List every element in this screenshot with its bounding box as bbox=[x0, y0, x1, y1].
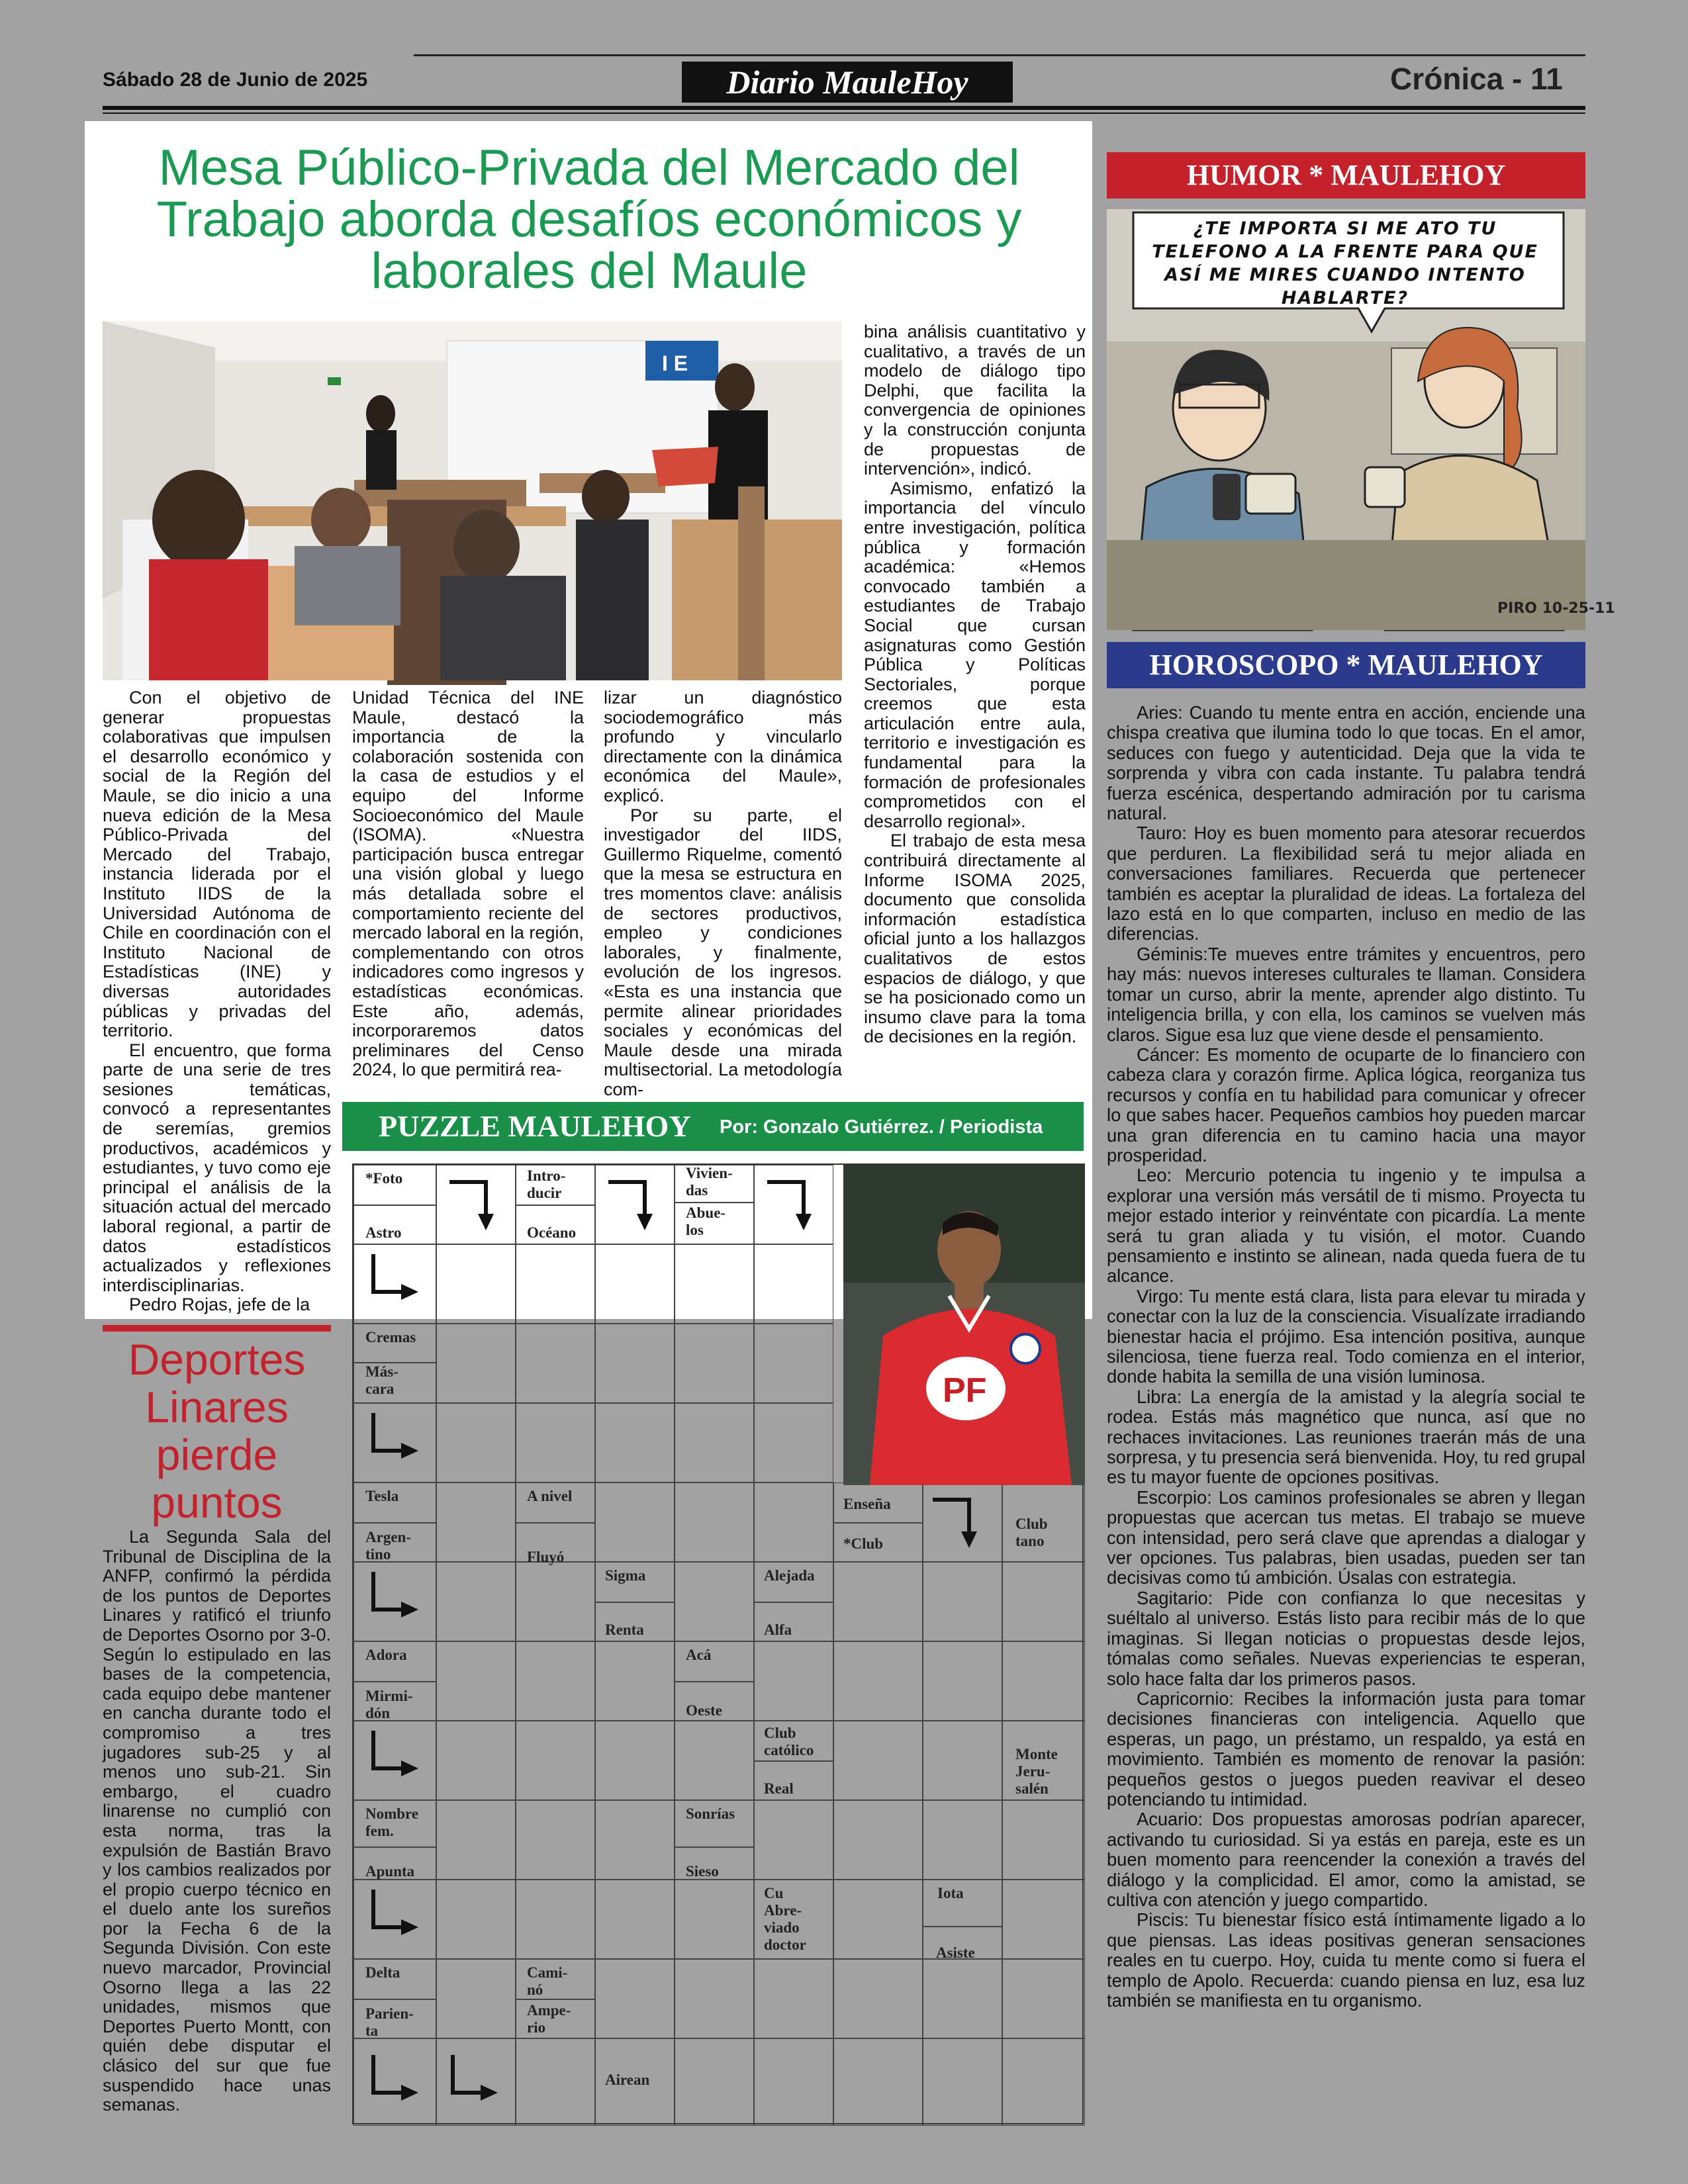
horoscopo-header: HOROSCOPO * MAULEHOY bbox=[1107, 642, 1585, 688]
horoscope-acuario: Acuario: Dos propuestas amorosas podrían aparecer, activando tu curiosidad. Si ya estás en pareja, este es un buen momento para reencender la conexión a través del diálogo y la complicidad. El amor, como la amistad, se cultiva con atención y juego compartido. bbox=[1107, 1809, 1585, 1910]
grid-cell[interactable] bbox=[923, 1721, 1002, 1800]
grid-cell[interactable] bbox=[754, 1800, 833, 1880]
masthead-logo: Diario MauleHoy bbox=[682, 62, 1013, 103]
clue-cremas: Cremas bbox=[365, 1329, 416, 1345]
deportes-body bbox=[103, 1527, 331, 2115]
clue-oceano: Océano bbox=[527, 1224, 577, 1241]
grid-cell[interactable] bbox=[675, 1403, 754, 1482]
grid-cell[interactable] bbox=[595, 1721, 675, 1800]
arrow-right-icon bbox=[360, 1727, 420, 1787]
clue-sonrias: Sonrías bbox=[686, 1805, 735, 1822]
headline-line: Trabajo aborda desafíos económicos y bbox=[156, 191, 1022, 248]
clue-real: Real bbox=[764, 1780, 794, 1797]
horoscope-cancer: Cáncer: Es momento de ocuparte de lo financiero con cabeza clara y corazón firme. Aplica lógica, reorganiza tus recursos y confía en tu habilidad para comunicar y ofrecer lo que sabes hacer. Pequeños cambios hoy pueden marcar una gran diferencia en tu camino hacia una mayor prosperidad. bbox=[1107, 1044, 1585, 1165]
grid-cell[interactable] bbox=[516, 1403, 595, 1482]
horoscope-aries: Aries: Cuando tu mente entra en acción, enciende una chispa creativa que ilumina todo lo que tocas. En el amor, seduces con fuego y autenticidad. Deja que la vida te sorprenda y vibra con cada instante. Tu palabra tendrá fuerza escénica, despertando admiración por tu carisma natural. bbox=[1107, 702, 1585, 824]
grid-cell[interactable] bbox=[833, 1880, 923, 1959]
horoscope-libra: Libra: La energía de la amistad y la alegría social te rodea. Estás más magnético que nunca, así que no rechaces invitaciones. Las reuniones traerán más de una sorpresa, y tu presencia será bienvenida. Hoy, tu red grupal es tu mayor fuente de opciones positivas. bbox=[1107, 1386, 1585, 1488]
article-paragraph: La Segunda Sala del Tribunal de Disciplina de la ANFP, confirmó la pérdida de los puntos de Deportes Linares y ratificó el triunfo de Deportes Osorno por 3-0. Según lo estipulado en las bases de la competencia, cada equipo debe mantener en cancha durante todo el compromiso a tres jugadores sub-25 y al menos uno sub-21. Sin embargo, el cuadro linarense no cumplió con esta norma, tras la expulsión de Bastián Bravo y los cambios realizados por el propio cuerpo técnico en el duelo ante los sureños por la Fecha 6 de la Segunda División. Con este nuevo marcador, Provincial Osorno llega a las 22 unidades, mismos que Deportes Puerto Montt, con quién debe disputar el clásico del sur que fue suspendido hace unas semanas. bbox=[103, 1527, 331, 2115]
cartoon-signature: PIRO 10-25-11 bbox=[1497, 600, 1615, 617]
article-column-1 bbox=[103, 688, 331, 1315]
grid-cell[interactable] bbox=[436, 1482, 516, 1562]
horoscope-escorpio: Escorpio: Los caminos profesionales se abren y llegan propuestas que acercan tus metas. El trabajo se mueve con intensidad, pero será clave que aprendas a dialogar y ver opciones. Tus palabras, bien usadas, pueden ser tan decisivas como tú ambición. Úsalas con estrategia. bbox=[1107, 1486, 1585, 1588]
horoscopo-body bbox=[1107, 703, 1585, 2011]
grid-cell[interactable] bbox=[516, 1641, 595, 1721]
arrow-right-icon bbox=[360, 1251, 420, 1310]
headline-line: pierde bbox=[156, 1430, 278, 1479]
article-paragraph: Por su parte, el investigador del IIDS, Guillermo Riquelme, comentó que la mesa se estructura en tres momentos clave: análisis de sectores productivos, empleo y condiciones laborales, y finalmente, evolución de los ingresos. «Esta es una instancia que permite alinear prioridades sociales y económicas del Maule desde una mirada multisectorial. La metodología com- bbox=[604, 805, 842, 1099]
clue-divider bbox=[675, 1202, 754, 1203]
clue-parienta: Parien- ta bbox=[365, 2005, 414, 2039]
clue-delta: Delta bbox=[365, 1964, 400, 1981]
photo-screen-logo: I E bbox=[662, 351, 688, 375]
clue-divider bbox=[516, 1999, 595, 2000]
clue-iota: Iota bbox=[937, 1885, 964, 1901]
clue-monte_jerusalen: Monte Jeru- salén bbox=[1015, 1746, 1058, 1797]
article-paragraph: Con el objetivo de generar propuestas colaborativas que impulsen el desarrollo económico y social de la Región del Maule, se dio inicio a una nueva edición de la Mesa Público-Privada del Mercado del Trabajo, instancia liderada por el Instituto IIDS de la Universidad Autónoma de Chile en coordinación con el Instituto Nacional de Estadísticas (INE) y diversas autoridades públicas y privadas del territorio. bbox=[103, 688, 331, 1041]
grid-cell[interactable] bbox=[436, 1641, 516, 1721]
grid-cell[interactable] bbox=[516, 2038, 595, 2126]
grid-cell[interactable] bbox=[1002, 1800, 1085, 1880]
clue-divider bbox=[353, 1205, 436, 1206]
grid-cell[interactable] bbox=[595, 1482, 675, 1562]
clue-divider bbox=[353, 1846, 436, 1848]
grid-cell[interactable] bbox=[1002, 1880, 1085, 1959]
clue-oeste: Oeste bbox=[686, 1702, 722, 1719]
grid-cell[interactable] bbox=[1002, 2038, 1085, 2126]
grid-cell[interactable] bbox=[516, 1562, 595, 1641]
headline-line: Mesa Público-Privada del Mercado del bbox=[158, 140, 1020, 196]
grid-cell[interactable] bbox=[595, 1324, 675, 1403]
grid-cell[interactable] bbox=[675, 1482, 754, 1562]
clue-mascara: Más- cara bbox=[365, 1363, 399, 1397]
clue-club_tano: Club tano bbox=[1015, 1516, 1048, 1549]
grid-cell[interactable] bbox=[675, 1880, 754, 1959]
clue-club_star: *Club bbox=[843, 1535, 884, 1552]
grid-cell[interactable] bbox=[516, 1800, 595, 1880]
grid-cell[interactable] bbox=[833, 1959, 923, 2038]
grid-cell[interactable] bbox=[833, 1641, 923, 1721]
clue-foto: *Foto bbox=[365, 1170, 403, 1187]
clue-mirmidon: Mirmi- dón bbox=[365, 1688, 413, 1721]
clue-apunta: Apunta bbox=[365, 1863, 415, 1880]
arrow-down-icon bbox=[446, 1174, 506, 1234]
grid-cell[interactable] bbox=[923, 1641, 1002, 1721]
article-paragraph: El trabajo de esta mesa contribuirá directamente al Informe ISOMA 2025, documento que consolida información estadística oficial junto a los hallazgos cualitativos de estos espacios de diálogo, y que se ha posicionado como un insumo clave para la toma de decisiones en la región. bbox=[864, 831, 1086, 1047]
grid-cell[interactable] bbox=[436, 1800, 516, 1880]
grid-cell[interactable] bbox=[675, 1721, 754, 1800]
article-column-4 bbox=[864, 322, 1086, 1047]
issue-date: Sábado 28 de Junio de 2025 bbox=[103, 69, 368, 91]
clue-tesla: Tesla bbox=[365, 1488, 399, 1504]
article-column-2 bbox=[352, 688, 584, 1080]
article-headline bbox=[106, 142, 1072, 297]
horoscope-piscis: Piscis: Tu bienestar físico está íntimamente ligado a lo que piensas. Las ideas positivas generan sensaciones reales en tu cuerpo. Hoy, cuida tu mente como si fuera el templo de Apolo. Recuerda: cuando piensa en luz, esa luz también se manifiesta en tu organismo. bbox=[1107, 1909, 1585, 2011]
clue-amperio: Ampe- rio bbox=[527, 2002, 571, 2036]
deportes-rule bbox=[103, 1325, 331, 1332]
clue-camino: Cami- nó bbox=[527, 1964, 568, 1998]
grid-cell[interactable] bbox=[923, 2038, 1002, 2126]
header-rule bbox=[103, 113, 1585, 114]
clue-divider bbox=[595, 1602, 675, 1603]
clue-divider bbox=[353, 1681, 436, 1682]
horoscope-capricornio: Capricornio: Recibes la información justa para tomar decisiones financieras con inteligencia. Aquello que esperas, un pago, un préstamo, un respaldo, ya está en movimiento. También es momento de renovar la pasión: pequeños gestos o juegos pueden reavivar el deseo potenciando tu intimidad. bbox=[1107, 1688, 1585, 1809]
grid-cell[interactable] bbox=[754, 1324, 833, 1403]
headline-line: puntos bbox=[151, 1478, 283, 1527]
clue-abuelos: Abue- los bbox=[686, 1205, 726, 1238]
grid-cell[interactable] bbox=[436, 1721, 516, 1800]
section-page-label: Crónica - 11 bbox=[1390, 62, 1563, 96]
arrow-right-icon bbox=[440, 2052, 499, 2111]
arrow-down-icon bbox=[929, 1492, 989, 1551]
grid-cell[interactable] bbox=[923, 1800, 1002, 1880]
horoscope-tauro: Tauro: Hoy es buen momento para atesorar recuerdos que perduren. La flexibilidad será tu mejor aliada en conversaciones familiares. Recuerda que pertenecer también es aceptar la pluralidad de ideas. La fortaleza del lazo está en lo que comparten, incluso en medio de las diferencias. bbox=[1107, 823, 1585, 944]
article-paragraph: Asimismo, enfatizó la importancia del vínculo entre investigación, política pública y formación académica: «Hemos convocado también a estudiantes de Trabajo Social que cursan asignaturas como Gestión Pública y Políticas Sectoriales, porque creemos que esta articulación entre aula, territorio e investigación es fundamental para la formación de profesionales comprometidos con el desarrollo regional». bbox=[864, 478, 1086, 831]
header-rule bbox=[103, 106, 1585, 110]
puzzle-header bbox=[342, 1102, 1084, 1151]
grid-cell[interactable] bbox=[833, 2038, 923, 2126]
grid-cell[interactable] bbox=[436, 1403, 516, 1482]
grid-cell[interactable] bbox=[595, 1641, 675, 1721]
clue-divider bbox=[516, 1205, 595, 1206]
clue-ensena: Enseña bbox=[843, 1496, 891, 1512]
clue-viviendas: Vivien- das bbox=[686, 1165, 733, 1199]
clue-astro: Astro bbox=[365, 1224, 402, 1241]
clue-divider bbox=[353, 1999, 436, 2000]
grid-cell[interactable] bbox=[1002, 1641, 1085, 1721]
clue-divider bbox=[516, 1522, 595, 1524]
grid-cell[interactable] bbox=[754, 1641, 833, 1721]
headline-line: Linares bbox=[145, 1383, 289, 1432]
clue-nombre_fem: Nombre fem. bbox=[365, 1805, 419, 1839]
grid-cell[interactable] bbox=[595, 1800, 675, 1880]
meeting-room-photo bbox=[103, 321, 842, 680]
horoscope-leo: Leo: Mercurio potencia tu ingenio y te impulsa a explorar una versión más versátil de ti mismo. Proyecta tu mejor estado interior y reinvéntate con picardía. La mente será tu gran aliada y tu visión, el motor. Cuando pensamiento e instinto se alinean, nada queda fuera de tu alcance. bbox=[1107, 1165, 1585, 1287]
grid-cell[interactable] bbox=[595, 1880, 675, 1959]
article-paragraph: Pedro Rojas, jefe de la bbox=[129, 1295, 310, 1315]
football-player-photo bbox=[843, 1163, 1085, 1485]
clue-divider bbox=[754, 1602, 833, 1603]
grid-cell[interactable] bbox=[923, 1562, 1002, 1641]
grid-cell[interactable] bbox=[675, 1324, 754, 1403]
horoscope-virgo: Virgo: Tu mente está clara, lista para elevar tu mirada y conectar con la luz de la consciencia. Visualízate irradiando bienestar hacia el prójimo. Esa intención positiva, aunque silenciosa, tiene fuerza real. Todo comienza en el interior, donde habita la semilla de una visión luminosa. bbox=[1107, 1285, 1585, 1387]
clue-a_nivel: A nivel bbox=[527, 1488, 573, 1504]
grid-cell[interactable] bbox=[436, 1244, 516, 1324]
arrow-right-icon bbox=[360, 1410, 420, 1469]
article-paragraph: lizar un diagnóstico sociodemográfico más profundo y vincularlo directamente con la dinámica económica del Maule», explicó. bbox=[604, 688, 842, 805]
clue-alejada: Alejada bbox=[764, 1567, 815, 1584]
article-paragraph: El encuentro, que forma parte de una serie de tres sesiones temáticas, convocó a representantes de seremías, gremios productivos, académicos y estudiantes, y tuvo como eje principal el análisis de la situación actual del mercado laboral regional, a partir de datos estadísticos actualizados y reflexiones interdisciplinarias. bbox=[103, 1040, 331, 1295]
humor-cartoon bbox=[1107, 209, 1615, 630]
grid-cell[interactable] bbox=[675, 2038, 754, 2126]
puzzle-player-photo bbox=[843, 1163, 1085, 1485]
grid-cell[interactable] bbox=[754, 1403, 833, 1482]
grid-cell[interactable] bbox=[595, 1403, 675, 1482]
arrow-right-icon bbox=[360, 1886, 420, 1946]
grid-cell[interactable] bbox=[516, 1721, 595, 1800]
clue-fluyo: Fluyó bbox=[527, 1549, 565, 1565]
grid-cell[interactable] bbox=[833, 1562, 923, 1641]
grid-cell[interactable] bbox=[436, 1562, 516, 1641]
grid-cell[interactable] bbox=[1002, 1562, 1085, 1641]
clue-introducir: Intro- ducir bbox=[527, 1167, 566, 1201]
grid-cell[interactable] bbox=[436, 1880, 516, 1959]
clue-sieso: Sieso bbox=[686, 1863, 719, 1880]
puzzle-title: PUZZLE MAULEHOY bbox=[379, 1109, 691, 1143]
clue-aca: Acá bbox=[686, 1647, 712, 1663]
article-column-3 bbox=[604, 688, 842, 1099]
clue-divider bbox=[923, 1926, 1002, 1927]
headline-line: Deportes bbox=[128, 1335, 306, 1384]
arrow-down-icon bbox=[764, 1174, 823, 1234]
article-photo bbox=[103, 321, 842, 680]
article-paragraph: bina análisis cuantitativo y cualitativo, a través de un modelo de diálogo tipo Delphi, que facilita la convergencia de opiniones y la construcción conjunta de propuestas de intervención», indicó. bbox=[864, 322, 1086, 479]
clue-sigma: Sigma bbox=[605, 1567, 646, 1584]
clue-alfa: Alfa bbox=[764, 1621, 792, 1638]
grid-cell[interactable] bbox=[1002, 1959, 1085, 2038]
grid-cell[interactable] bbox=[833, 1800, 923, 1880]
grid-cell[interactable] bbox=[754, 1244, 833, 1324]
grid-cell[interactable] bbox=[675, 1562, 754, 1641]
grid-cell[interactable] bbox=[754, 1959, 833, 2038]
arrow-down-icon bbox=[605, 1174, 665, 1234]
cartoon-speech-bubble: ¿TE IMPORTA SI ME ATO TU TELEFONO A LA FRENTE PARA QUE ASÍ ME MIRES CUANDO INTENTO HABLARTE? bbox=[1152, 218, 1538, 308]
grid-cell[interactable] bbox=[675, 1959, 754, 2038]
jersey-sponsor-text: PF bbox=[943, 1371, 987, 1410]
clue-divider bbox=[833, 1522, 923, 1524]
grid-cell[interactable] bbox=[595, 1959, 675, 2038]
clue-asiste: Asiste bbox=[936, 1944, 975, 1961]
grid-cell[interactable] bbox=[595, 1244, 675, 1324]
humor-header: HUMOR * MAULEHOY bbox=[1107, 152, 1585, 199]
clue-argentino: Argen- tino bbox=[365, 1529, 411, 1563]
clue-club_catolico: Club católico bbox=[764, 1725, 814, 1758]
grid-cell[interactable] bbox=[516, 1880, 595, 1959]
puzzle-byline: Por: Gonzalo Gutiérrez. / Periodista bbox=[720, 1116, 1043, 1138]
arrow-right-icon bbox=[360, 2052, 420, 2111]
grid-cell[interactable] bbox=[436, 1959, 516, 2038]
deportes-headline bbox=[103, 1336, 331, 1526]
clue-divider bbox=[754, 1760, 833, 1762]
clue-divider bbox=[675, 1681, 754, 1682]
grid-cell[interactable] bbox=[923, 1959, 1002, 2038]
arrow-right-icon bbox=[360, 1569, 420, 1628]
article-paragraph: Unidad Técnica del INE Maule, destacó la importancia de la colaboración sostenida con la casa de estudios y el equipo del Informe Socioeconómico del Maule (ISOMA). «Nuestra participación busca entregar una visión global y luego más detallada sobre el comportamiento reciente del mercado laboral en la región, complementando con otros indicadores como ingresos y estadísticas económicas. Este año, además, incorporaremos datos preliminares del Censo 2024, lo que permitirá rea- bbox=[352, 688, 584, 1080]
clue-renta: Renta bbox=[605, 1621, 644, 1638]
header-top-rule bbox=[414, 54, 1585, 56]
grid-cell[interactable] bbox=[516, 1324, 595, 1403]
clue-divider bbox=[675, 1846, 754, 1848]
grid-cell[interactable] bbox=[754, 1482, 833, 1562]
grid-cell[interactable] bbox=[754, 2038, 833, 2126]
grid-cell[interactable] bbox=[675, 1244, 754, 1324]
clue-adora: Adora bbox=[365, 1647, 407, 1663]
horoscope-sagitario: Sagitario: Pide con confianza lo que necesitas y suéltalo al universo. Estás listo para recibir más de lo que imaginas. Si llegan noticias o propuestas desde lejos, tómalas como señales. Nuevas experiencias te esperan, solo hace falta dar los primeros pasos. bbox=[1107, 1587, 1585, 1689]
horoscope-geminis: Géminis:Te mueves entre trámites y encuentros, pero hay más: nuevos intereses culturales te llaman. Considera tomar un curso, abrir la mente, aprender algo distinto. Tu inteligencia brilla, y con ella, los caminos se vuelven más claros. Sigue esa luz que viene desde el pensamiento. bbox=[1107, 943, 1585, 1045]
clue-cu_abreviado: Cu Abre- viado doctor bbox=[764, 1885, 806, 1953]
clue-divider bbox=[353, 1522, 436, 1524]
clue-airean: Airean bbox=[605, 2071, 650, 2088]
grid-cell[interactable] bbox=[436, 1324, 516, 1403]
headline-line: laborales del Maule bbox=[371, 243, 808, 299]
grid-cell[interactable] bbox=[516, 1244, 595, 1324]
grid-cell[interactable] bbox=[833, 1721, 923, 1800]
crossword-grid bbox=[352, 1163, 1084, 2124]
